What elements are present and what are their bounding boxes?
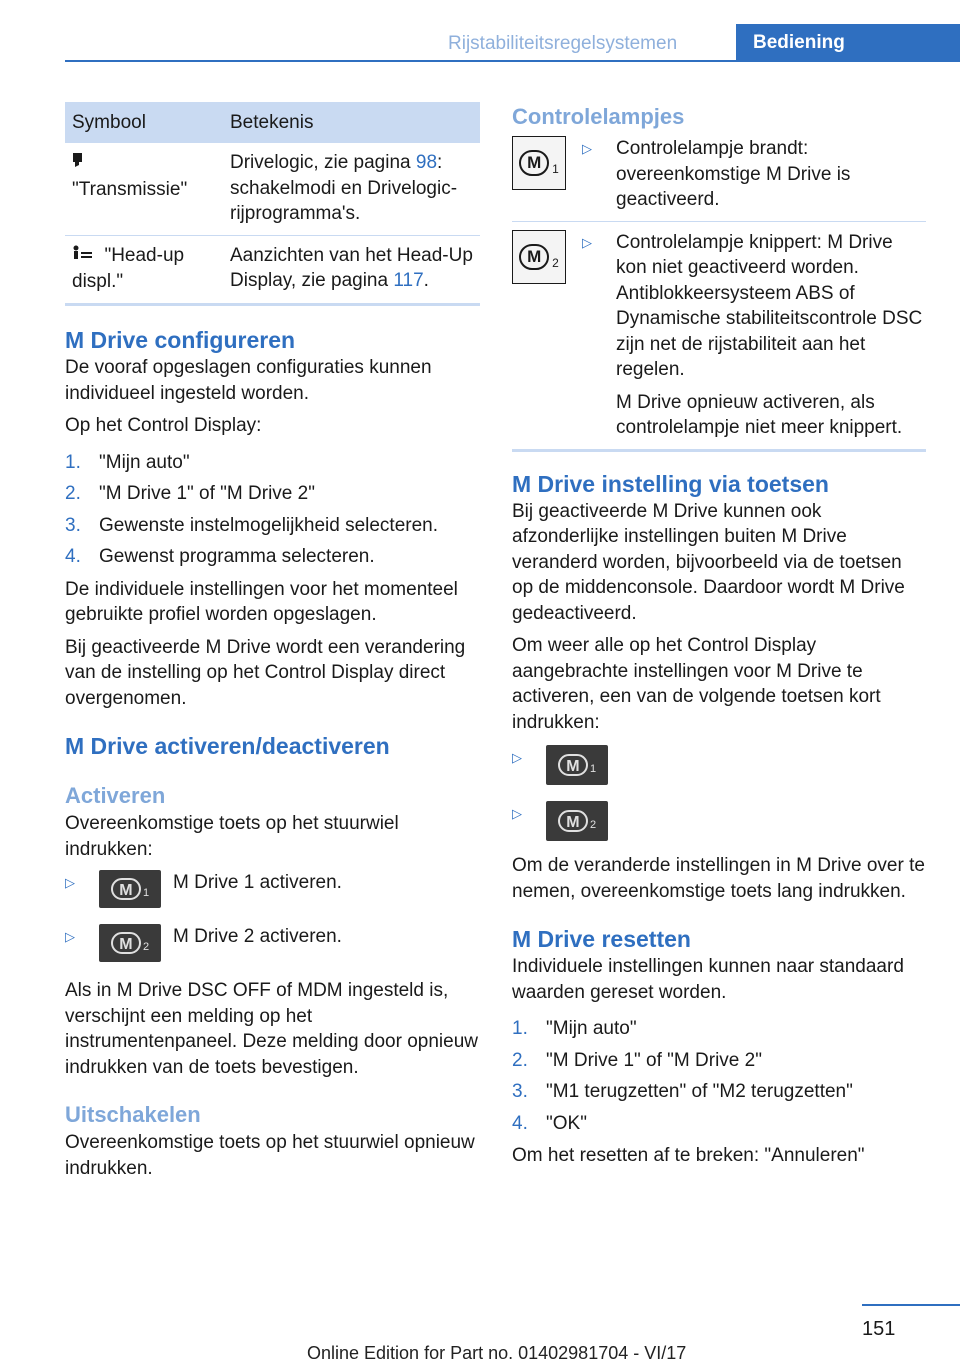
- table-meaning-text: Drivelogic, zie pagina: [230, 152, 416, 173]
- triangle-bullet-icon: ▷: [512, 806, 522, 821]
- table-header: [65, 102, 480, 143]
- paragraph: Individuele instellingen kunnen naar standaard waarden gereset worden.: [512, 956, 904, 1003]
- triangle-bullet-icon: ▷: [65, 875, 75, 890]
- left-column: [65, 325, 480, 1181]
- paragraph: De individuele instellingen voor het momenteel gebruikte profiel worden opgeslagen.: [65, 578, 458, 625]
- head-up-display-icon: [72, 248, 98, 265]
- table-row: [65, 143, 480, 236]
- list-item: 4. "OK": [512, 1112, 587, 1134]
- symbol-table: [65, 102, 480, 306]
- numbered-list: [512, 1016, 926, 1136]
- list-item: 1. "Mijn auto": [512, 1018, 637, 1039]
- m2-indicator-icon: M 2: [512, 230, 566, 284]
- bullet-item: [512, 745, 926, 785]
- m1-indicator-icon: M 1: [512, 136, 566, 190]
- table-row: [65, 236, 480, 306]
- page-link[interactable]: 117: [393, 270, 424, 291]
- bullet-text: M Drive 2 activeren.: [173, 926, 342, 947]
- bullet-item: [512, 801, 926, 841]
- paragraph: Als in M Drive DSC OFF of MDM ingesteld is, verschijnt een melding op het instrumentenpaneel. Deze melding door opnieuw indrukken van de toets bevestigen.: [65, 980, 478, 1078]
- list-item: 3. "M1 terugzetten" of "M2 terugzetten": [512, 1081, 853, 1102]
- bullet-text: M Drive 1 activeren.: [173, 872, 342, 893]
- running-header-tab: Bediening: [736, 24, 960, 62]
- list-item: 3. Gewenste instelmogelijkheid selecteren.: [65, 514, 439, 536]
- paragraph: De vooraf opgeslagen configuraties kunnen individueel ingesteld worden.: [65, 357, 432, 404]
- subheading-activeren: Activeren: [65, 783, 166, 808]
- indicator-text: Controlelampje knippert: M Drive kon niet geactiveerd worden. Antiblokkeersysteem ABS of Dynamische stabiliteitscontrole DSC zijn net de rijstabiliteit aan het regelen.: [616, 231, 923, 380]
- page-link[interactable]: 98: [415, 152, 438, 173]
- header-rule: [65, 60, 960, 62]
- indicator-row: [512, 222, 926, 452]
- subheading-uitschakelen: Uitschakelen: [65, 1102, 201, 1127]
- triangle-bullet-icon: ▷: [582, 234, 592, 250]
- m-drive-2-button-icon: M 2: [546, 801, 608, 841]
- paragraph: Op het Control Display:: [65, 415, 262, 436]
- paragraph: Om weer alle op het Control Display aangebrachte instellingen voor M Drive te activeren, een van de volgende toetsen kort indrukken:: [512, 635, 881, 733]
- indicator-text: M Drive opnieuw activeren, als controlelampje niet meer knippert.: [616, 391, 903, 438]
- triangle-bullet-icon: ▷: [512, 750, 522, 765]
- heading-reset: M Drive resetten: [512, 926, 691, 952]
- list-item: 2. "M Drive 1" of "M Drive 2": [65, 483, 315, 504]
- m-drive-1-button-icon: M 1: [99, 870, 161, 908]
- table-meaning-text: Aanzichten van het Head-Up Display, zie pagina: [230, 244, 473, 291]
- heading-activate: M Drive activeren/deactiveren: [65, 733, 390, 759]
- list-item: 1. "Mijn auto": [65, 451, 190, 473]
- table-header-meaning: Betekenis: [230, 111, 314, 133]
- paragraph: Om het resetten af te breken: "Annuleren": [512, 1145, 865, 1166]
- list-item: 4. Gewenst programma selecteren.: [65, 546, 375, 567]
- indicator-text: Controlelampje brandt: overeenkomstige M Drive is geactiveerd.: [616, 138, 851, 210]
- page-number: 151: [862, 1318, 896, 1340]
- subheading-controlelampjes: Controlelampjes: [512, 104, 685, 129]
- paragraph: Bij geactiveerde M Drive wordt een verandering van de instelling op het Control Display direct overgenomen.: [65, 636, 466, 709]
- bullet-item: [65, 924, 480, 962]
- heading-configure: M Drive configureren: [65, 327, 296, 353]
- table-header-symbol: Symbool: [72, 111, 146, 133]
- bullet-item: [65, 870, 480, 908]
- table-symbol-label: "Head-up displ.": [72, 244, 185, 292]
- transmission-icon: [72, 155, 84, 172]
- m-drive-2-button-icon: M 2: [99, 924, 161, 962]
- table-meaning-text: : schakelmodi en Drivelogic-rijprogramma's.: [230, 152, 458, 224]
- table-symbol-label: "Transmissie": [72, 178, 188, 200]
- paragraph: Overeenkomstige toets op het stuurwiel indrukken:: [65, 813, 399, 860]
- numbered-list: [65, 450, 480, 570]
- triangle-bullet-icon: ▷: [65, 929, 75, 944]
- table-meaning-text: .: [423, 270, 429, 291]
- edition-note: Online Edition for Part no. 01402981704 - VI/17: [307, 1343, 687, 1363]
- footer-rule: [862, 1304, 960, 1306]
- indicator-row: [512, 132, 926, 222]
- paragraph: Bij geactiveerde M Drive kunnen ook afzonderlijke instellingen buiten M Drive veranderd worden, bijvoorbeeld via de toetsen op de middenconsole. Daardoor wordt M Drive gedeactiveerd.: [512, 500, 905, 624]
- list-item: 2. "M Drive 1" of "M Drive 2": [512, 1049, 762, 1071]
- m-drive-1-button-icon: M 1: [546, 745, 608, 785]
- triangle-bullet-icon: ▷: [582, 141, 592, 156]
- running-header-section: Rijstabiliteitsregelsystemen: [448, 33, 678, 54]
- paragraph: Om de veranderde instellingen in M Drive over te nemen, overeenkomstige toets lang indrukken.: [512, 855, 925, 902]
- paragraph: Overeenkomstige toets op het stuurwiel opnieuw indrukken.: [65, 1132, 475, 1179]
- heading-keys: M Drive instelling via toetsen: [512, 470, 829, 497]
- right-column: [512, 102, 926, 1169]
